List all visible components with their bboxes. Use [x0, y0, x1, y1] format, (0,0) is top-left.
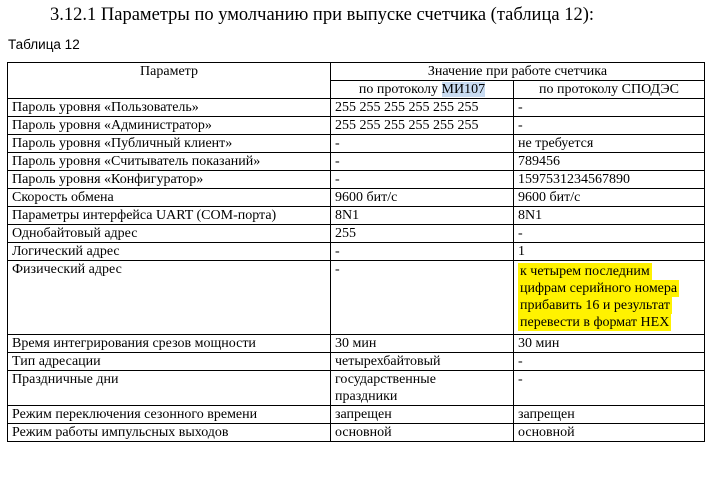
- row-mi107: -: [331, 171, 514, 189]
- row-param: Пароль уровня «Конфигуратор»: [8, 171, 331, 189]
- row-spodes: -: [514, 99, 705, 117]
- row-mi107-holidays: [331, 371, 514, 406]
- header-mi107: [331, 81, 514, 99]
- header-value-group: Значение при работе счетчика: [331, 63, 705, 81]
- row-param: Время интегрирования срезов мощности: [8, 335, 331, 353]
- table-row: [8, 335, 705, 353]
- table-row: [8, 225, 705, 243]
- highlighted-note-line: к четырем последним: [520, 264, 650, 279]
- table-row: [8, 135, 705, 153]
- table-row: [8, 353, 705, 371]
- parameters-table: [7, 62, 705, 442]
- highlighted-note-line: перевести в формат HEX: [520, 315, 670, 330]
- table-row: [8, 261, 705, 335]
- table-row: [8, 406, 705, 424]
- header-param: Параметр: [8, 63, 331, 99]
- row-spodes: 30 мин: [514, 335, 705, 353]
- table-row: [8, 207, 705, 225]
- row-param: Режим переключения сезонного времени: [8, 406, 331, 424]
- row-mi107: 255: [331, 225, 514, 243]
- row-param: Пароль уровня «Пользователь»: [8, 99, 331, 117]
- row-param: Логический адрес: [8, 243, 331, 261]
- row-spodes: -: [514, 353, 705, 371]
- row-param: Режим работы импульсных выходов: [8, 424, 331, 442]
- header-mi107-prefix: по протоколу: [358, 82, 442, 97]
- row-param: Физический адрес: [8, 261, 331, 335]
- row-spodes: -: [514, 371, 705, 406]
- row-mi107: основной: [331, 424, 514, 442]
- table-row: [8, 243, 705, 261]
- row-spodes: 8N1: [514, 207, 705, 225]
- row-mi107: 30 мин: [331, 335, 514, 353]
- table-row: [8, 99, 705, 117]
- row-param: Однобайтовый адрес: [8, 225, 331, 243]
- row-mi107: 255 255 255 255 255 255: [331, 99, 514, 117]
- row-spodes: -: [514, 225, 705, 243]
- selected-text-mi107: МИ107: [441, 82, 486, 97]
- holidays-line: государственные: [335, 372, 436, 387]
- highlighted-note-line: цифрам серийного номера: [520, 281, 678, 296]
- row-spodes: основной: [514, 424, 705, 442]
- table-row: [8, 117, 705, 135]
- table-row: [8, 171, 705, 189]
- row-mi107: 255 255 255 255 255 255: [331, 117, 514, 135]
- row-spodes: запрещен: [514, 406, 705, 424]
- row-spodes: 1: [514, 243, 705, 261]
- row-param: Тип адресации: [8, 353, 331, 371]
- row-spodes: не требуется: [514, 135, 705, 153]
- row-spodes: -: [514, 117, 705, 135]
- section-heading: 3.12.1 Параметры по умолчанию при выпуске счетчика (таблица 12):: [50, 5, 594, 25]
- table-row: [8, 153, 705, 171]
- row-mi107: четырехбайтовый: [331, 353, 514, 371]
- row-param: Праздничные дни: [8, 371, 331, 406]
- row-mi107: 8N1: [331, 207, 514, 225]
- table-row: [8, 424, 705, 442]
- row-spodes-physical-address: [514, 261, 705, 335]
- table-caption: Таблица 12: [8, 37, 80, 52]
- row-param: Пароль уровня «Публичный клиент»: [8, 135, 331, 153]
- row-param: Параметры интерфейса UART (COM-порта): [8, 207, 331, 225]
- row-param: Скорость обмена: [8, 189, 331, 207]
- row-mi107: -: [331, 261, 514, 335]
- table-row: [8, 189, 705, 207]
- row-spodes: 9600 бит/с: [514, 189, 705, 207]
- row-mi107: -: [331, 243, 514, 261]
- table-row: [8, 371, 705, 406]
- row-param: Пароль уровня «Считыватель показаний»: [8, 153, 331, 171]
- highlighted-note-line: прибавить 16 и результат: [520, 298, 671, 313]
- row-mi107: -: [331, 153, 514, 171]
- row-param: Пароль уровня «Администратор»: [8, 117, 331, 135]
- row-mi107: -: [331, 135, 514, 153]
- row-spodes: 789456: [514, 153, 705, 171]
- row-spodes: 1597531234567890: [514, 171, 705, 189]
- header-spodes: по протоколу СПОДЭС: [514, 81, 705, 99]
- row-mi107: запрещен: [331, 406, 514, 424]
- row-mi107: 9600 бит/с: [331, 189, 514, 207]
- holidays-line: праздники: [335, 389, 398, 404]
- table-header-row: [8, 63, 705, 81]
